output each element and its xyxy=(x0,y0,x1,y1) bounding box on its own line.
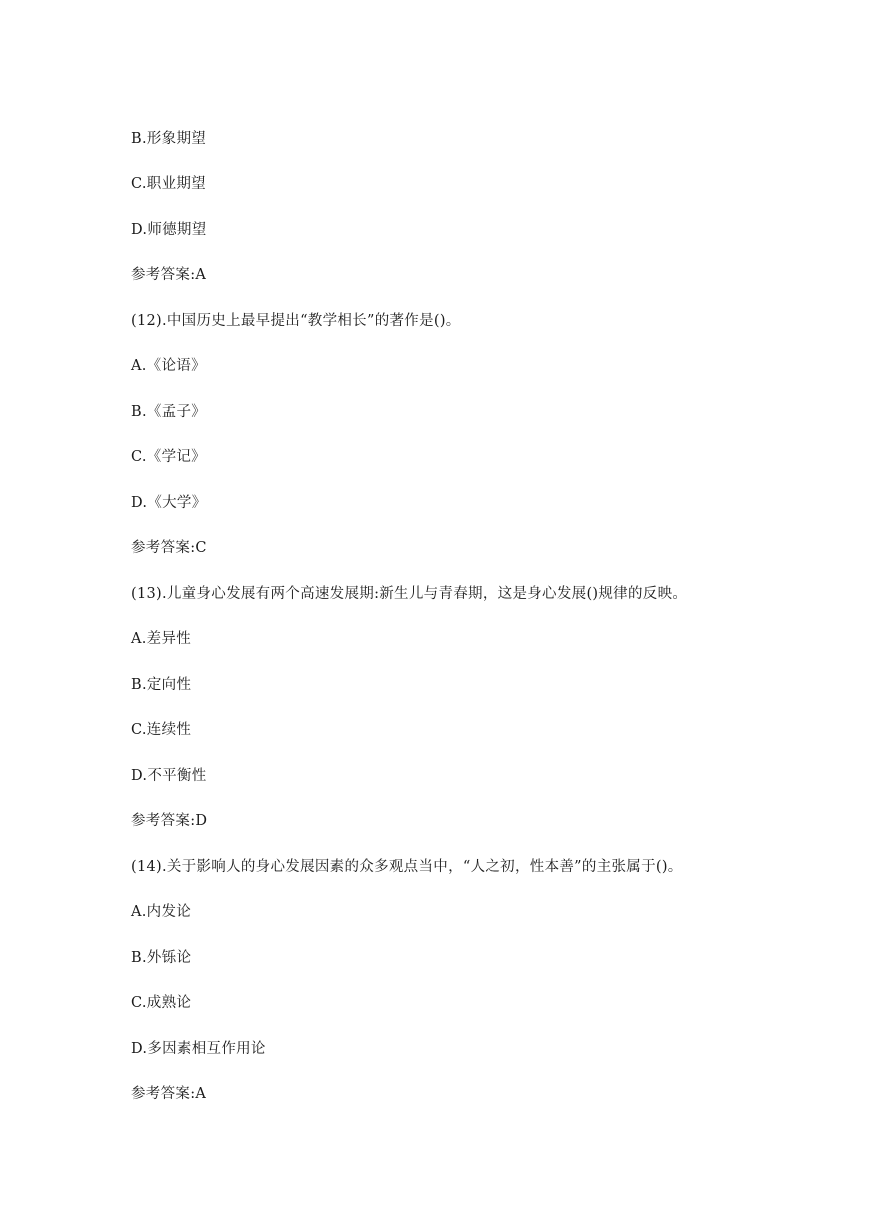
answer-q13: 参考答案:D xyxy=(131,813,208,829)
option-c-q12: C.《学记》 xyxy=(131,449,206,465)
answer-q14: 参考答案:A xyxy=(131,1086,207,1102)
question-12: (12).中国历史上最早提出“教学相长”的著作是()。 xyxy=(131,313,461,329)
option-d-q13: D.不平衡性 xyxy=(131,768,207,784)
option-a-q13: A.差异性 xyxy=(131,631,192,647)
option-a-q12: A.《论语》 xyxy=(131,358,206,374)
option-b-q11: B.形象期望 xyxy=(131,131,207,147)
option-c-q14: C.成熟论 xyxy=(131,995,192,1011)
question-13: (13).儿童身心发展有两个高速发展期:新生儿与青春期，这是身心发展()规律的反映。 xyxy=(131,586,688,602)
option-b-q12: B.《孟子》 xyxy=(131,404,207,420)
option-b-q13: B.定向性 xyxy=(131,677,192,693)
answer-q11: 参考答案:A xyxy=(131,267,207,283)
question-14: (14).关于影响人的身心发展因素的众多观点当中，“人之初，性本善”的主张属于()。 xyxy=(131,859,683,875)
option-a-q14: A.内发论 xyxy=(131,904,192,920)
option-d-q14: D.多因素相互作用论 xyxy=(131,1041,266,1057)
answer-q12: 参考答案:C xyxy=(131,540,207,556)
option-d-q11: D.师德期望 xyxy=(131,222,207,238)
option-d-q12: D.《大学》 xyxy=(131,495,207,511)
option-c-q13: C.连续性 xyxy=(131,722,192,738)
option-b-q14: B.外铄论 xyxy=(131,950,192,966)
option-c-q11: C.职业期望 xyxy=(131,176,206,192)
